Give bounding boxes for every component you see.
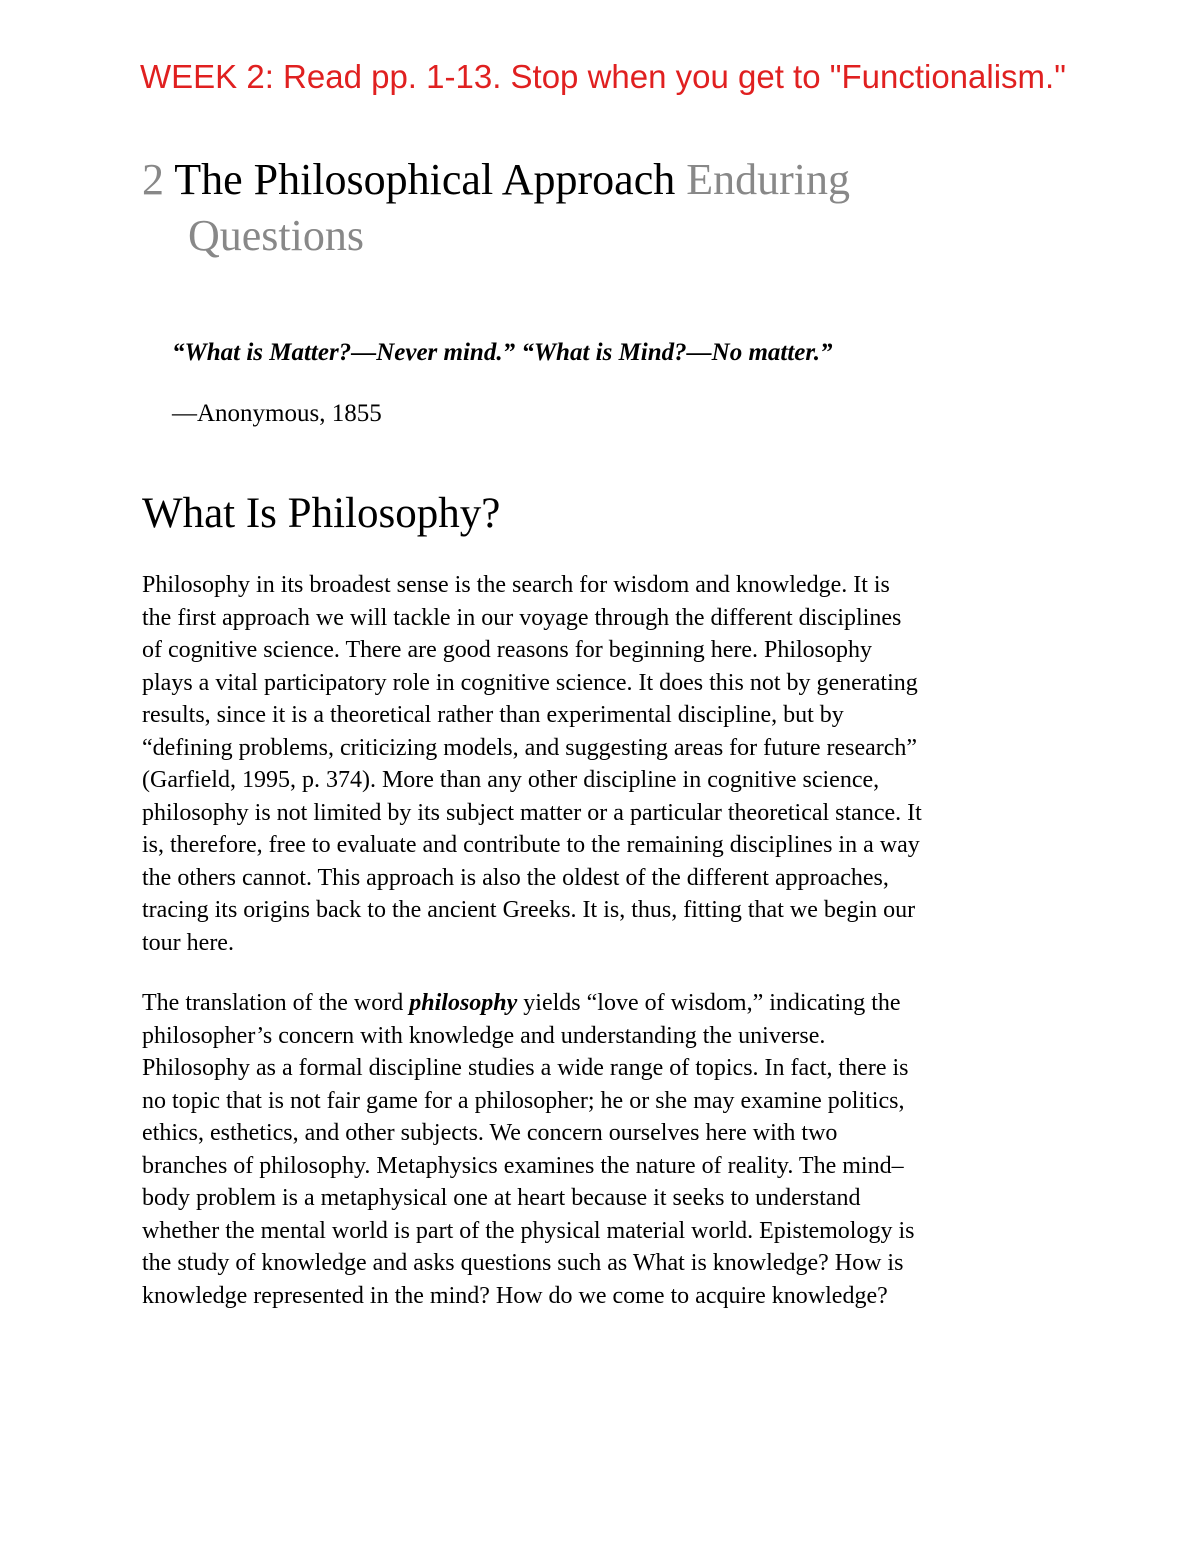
paragraph-line: branches of philosophy. Metaphysics examines the nature of reality. The mind–: [142, 1152, 904, 1179]
chapter-main-title: The Philosophical Approach: [174, 155, 676, 204]
paragraph-line: Philosophy as a formal discipline studies a wide range of topics. In fact, there is: [142, 1055, 909, 1081]
chapter-subtitle-part2: Questions: [188, 211, 364, 260]
body-paragraph-1: [142, 569, 1082, 959]
chapter-title: [142, 152, 1042, 264]
paragraph-line: philosopher’s concern with knowledge and understanding the universe.: [142, 1022, 826, 1049]
paragraph-line: (Garfield, 1995, p. 374). More than any other discipline in cognitive science,: [142, 767, 880, 793]
paragraph-line: plays a vital participatory role in cognitive science. It does this not by generating: [142, 669, 918, 696]
paragraph-line: ethics, esthetics, and other subjects. We concern ourselves here with two: [142, 1120, 838, 1146]
paragraph-text: The translation of the word: [142, 990, 410, 1016]
paragraph-line: [142, 987, 1082, 1020]
paragraph-line: the first approach we will tackle in our voyage through the different disciplines: [142, 604, 902, 631]
paragraph-line: the others cannot. This approach is also the oldest of the different approaches,: [142, 864, 889, 891]
paragraph-line: is, therefore, free to evaluate and contribute to the remaining disciplines in a way: [142, 832, 920, 858]
paragraph-line: tour here.: [142, 929, 234, 956]
section-heading: What Is Philosophy?: [142, 490, 501, 537]
paragraph-line: no topic that is not fair game for a philosopher; he or she may examine politics,: [142, 1087, 905, 1114]
reading-assignment-note: WEEK 2: Read pp. 1-13. Stop when you get to "Functionalism.": [140, 58, 1066, 95]
paragraph-line: philosophy is not limited by its subject matter or a particular theoretical stance. It: [142, 799, 922, 826]
chapter-number: 2: [142, 155, 164, 204]
paragraph-line: results, since it is a theoretical rather than experimental discipline, but by: [142, 702, 844, 728]
paragraph-line: “defining problems, criticizing models, and suggesting areas for future research”: [142, 734, 918, 761]
paragraph-text: yields “love of wisdom,” indicating the: [517, 990, 901, 1016]
chapter-subtitle-part1: Enduring: [686, 155, 850, 204]
paragraph-line: Philosophy in its broadest sense is the search for wisdom and knowledge. It is: [142, 572, 890, 598]
paragraph-line: whether the mental world is part of the physical material world. Epistemology is: [142, 1217, 915, 1244]
paragraph-line: the study of knowledge and asks questions such as What is knowledge? How is: [142, 1250, 904, 1276]
epigraph-attribution: —Anonymous, 1855: [172, 400, 382, 427]
body-paragraph-2: [142, 987, 1082, 1312]
paragraph-line: of cognitive science. There are good reasons for beginning here. Philosophy: [142, 637, 873, 663]
paragraph-line: body problem is a metaphysical one at heart because it seeks to understand: [142, 1185, 861, 1211]
paragraph-line: tracing its origins back to the ancient Greeks. It is, thus, fitting that we begin our: [142, 897, 916, 923]
paragraph-line: knowledge represented in the mind? How do we come to acquire knowledge?: [142, 1282, 888, 1309]
epigraph-quote: “What is Matter?—Never mind.” “What is Mind?—No matter.”: [172, 339, 833, 366]
emphasized-term: philosophy: [409, 990, 518, 1016]
